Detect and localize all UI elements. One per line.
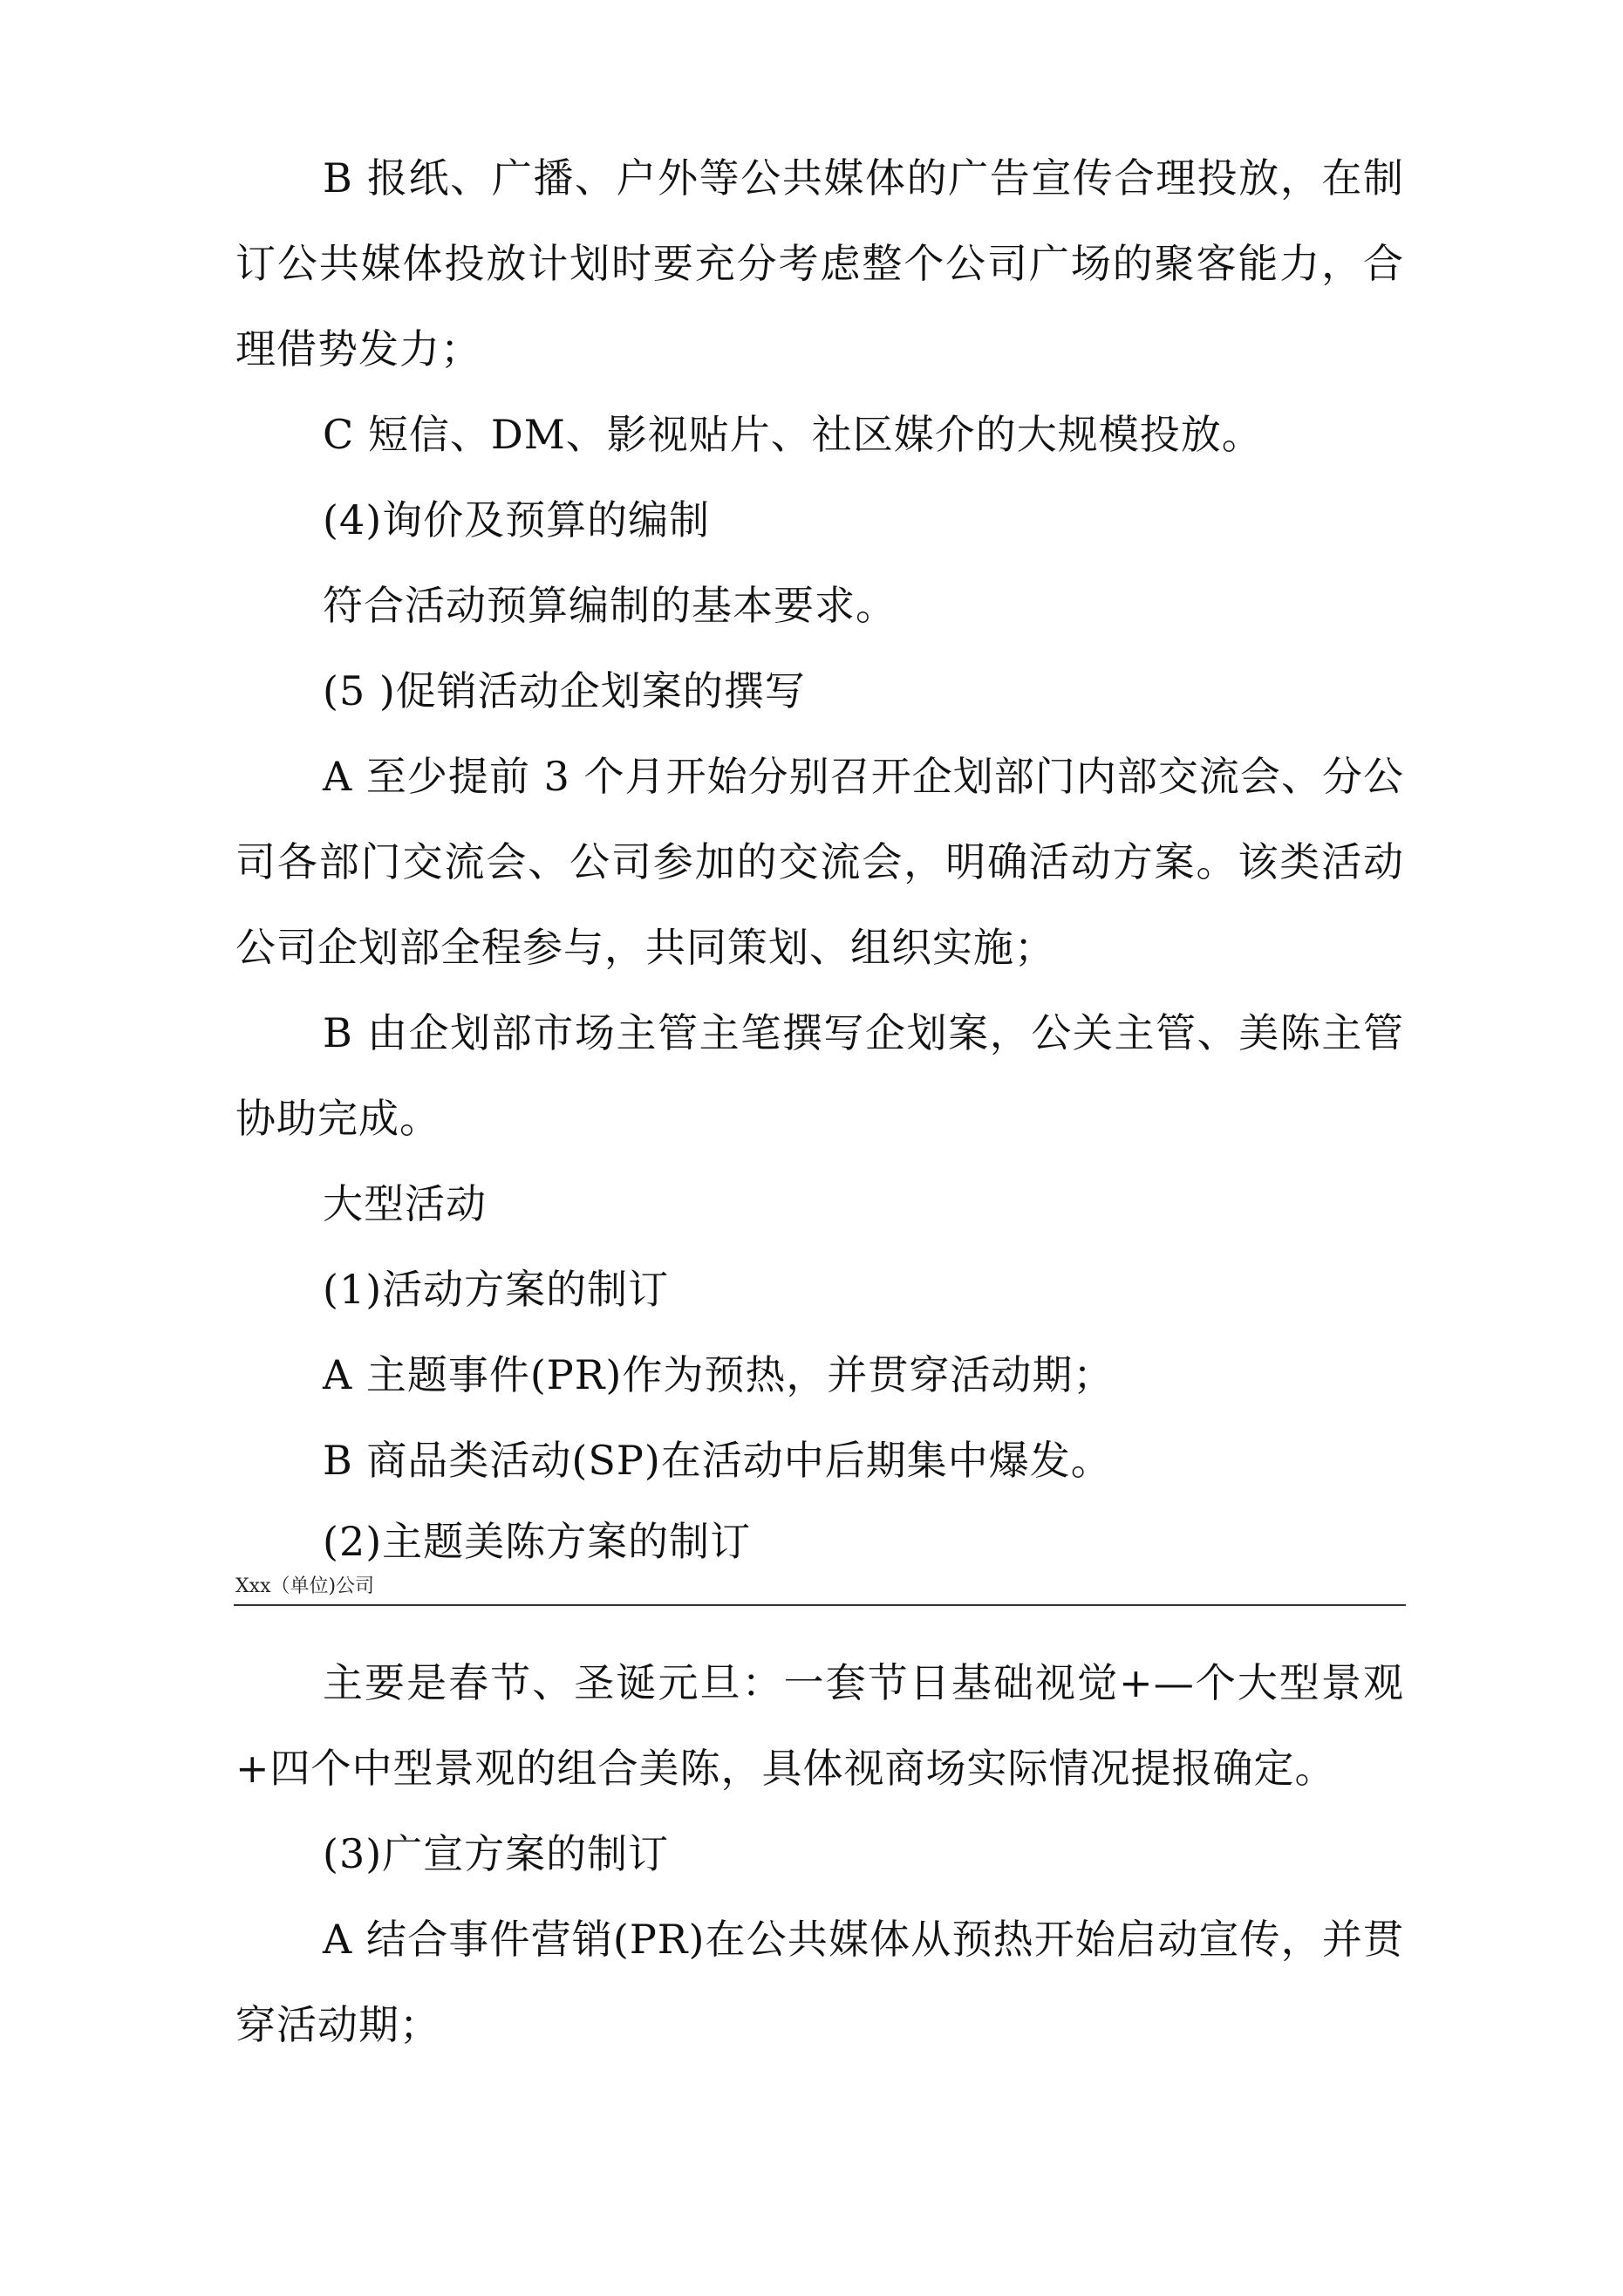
paragraph-event-marketing: A 结合事件营销(PR)在公共媒体从预热开始启动宣传，并贯穿活动期；: [235, 1916, 1404, 2048]
paragraph-sms-dm: C 短信、DM、影视贴片、社区媒介的大规模投放。: [323, 411, 1263, 458]
heading-event-plan: (1)活动方案的制订: [323, 1266, 670, 1313]
paragraph-public-media: B 报纸、广播、户外等公共媒体的广告宣传合理投放，在制订公共媒体投放计划时要充分考虑整个公司广场的聚客能力，合理借势发力；: [235, 154, 1404, 372]
paragraph-budget-requirements: 符合活动预算编制的基本要求。: [323, 582, 897, 629]
paragraph-advance-meetings: A 至少提前 3 个月开始分别召开企划部门内部交流会、分公司各部门交流会、公司参加的交流会，明确活动方案。该类活动公司企划部全程参与，共同策划、组织实施；: [235, 753, 1404, 971]
paragraph-pr-preheat: A 主题事件(PR)作为预热，并贯穿活动期；: [323, 1351, 1115, 1398]
footer-divider: [234, 1604, 1406, 1606]
heading-ad-plan: (3)广宣方案的制订: [323, 1830, 670, 1877]
page-footer: Xxx（单位)公司: [235, 1575, 375, 1597]
heading-theme-decor: (2)主题美陈方案的制订: [323, 1518, 752, 1565]
paragraph-sp-burst: B 商品类活动(SP)在活动中后期集中爆发。: [323, 1437, 1112, 1484]
paragraph-festival-decor: 主要是春节、圣诞元旦：一套节日基础视觉+—个大型景观+四个中型景观的组合美陈，具体视商场实际情况提报确定。: [235, 1659, 1404, 1792]
paragraph-plan-writing: B 由企划部市场主管主笔撰写企划案，公关主管、美陈主管协助完成。: [235, 1009, 1404, 1142]
heading-promotion-plan: (5 )促销活动企划案的撰写: [323, 667, 806, 714]
heading-large-events: 大型活动: [323, 1180, 487, 1227]
heading-budget: (4)询价及预算的编制: [323, 496, 711, 543]
